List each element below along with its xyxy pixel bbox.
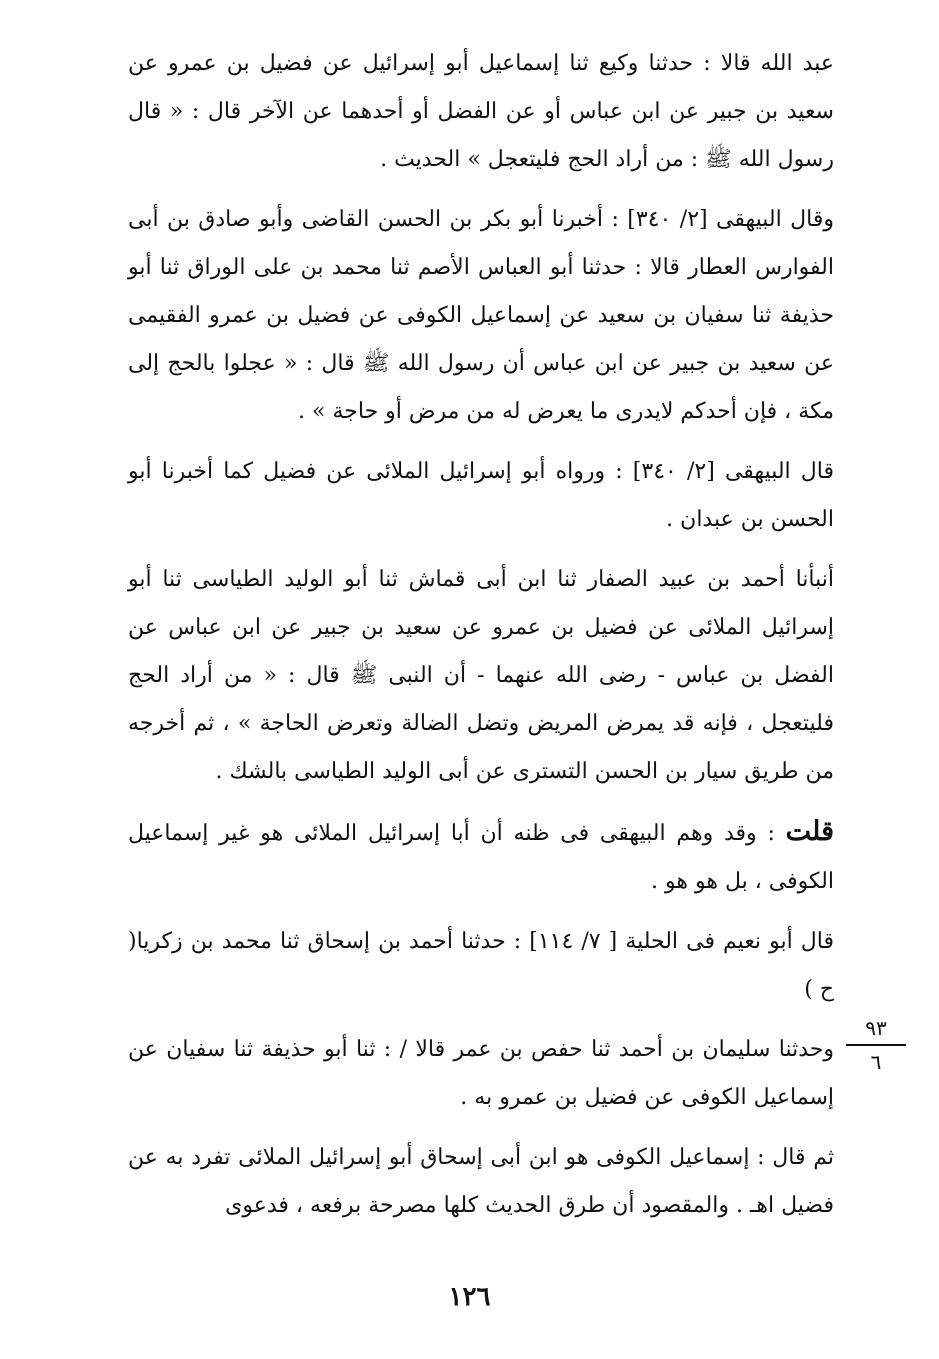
paragraph-6 — [128, 918, 834, 1014]
paragraph-5 — [128, 808, 834, 906]
page-number: ١٢٦ — [448, 1282, 491, 1312]
paragraph-text: : وقد وهم البيهقى فى ظنه أن أبا إسرائيل الملائى هو غير إسماعيل الكوفى ، بل هو هو . — [128, 821, 834, 894]
folio-divider — [846, 1044, 906, 1046]
paragraph-1 — [128, 40, 834, 184]
paragraph-text: قال أبو نعيم فى الحلية [ ٧/ ١١٤] : حدثنا أحمد بن إسحاق ثنا محمد بن زكريا( ح ) — [128, 929, 834, 1002]
folio-side: ٦ — [870, 1050, 882, 1074]
page-body — [128, 40, 834, 1236]
paragraph-text: ثم قال : إسماعيل الكوفى هو ابن أبى إسحاق أبو إسرائيل الملائى تفرد به عن فضيل اهـ . والمقصود أن طرق الحديث كلها مصرحة برفعه ، فدعوى — [128, 1145, 834, 1218]
paragraph-2 — [128, 196, 834, 436]
folio-number: ٩٣ — [865, 1016, 887, 1040]
paragraph-4 — [128, 556, 834, 796]
paragraph-text: عبد الله قالا : حدثنا وكيع ثنا إسماعيل أبو إسرائيل عن فضيل بن عمرو عن سعيد بن جبير عن ابن عباس أو عن الفضل أو أحدهما عن الآخر قال : « قال رسول الله ﷺ : من أراد الحج فليتعجل » الحديث . — [128, 51, 834, 172]
paragraph-lead-word: قلت — [785, 816, 834, 847]
paragraph-text: وقال البيهقى [٢/ ٣٤٠] : أخبرنا أبو بكر بن الحسن القاضى وأبو صادق بن أبى الفوارس العطار قالا : حدثنا أبو العباس الأصم ثنا محمد بن على الوراق ثنا أبو حذيفة ثنا سفيان بن سعيد عن إسماعيل الكوفى عن فضيل بن عمرو الفقيمى عن سعيد بن جبير عن ابن عباس أن رسول الله ﷺ قال : « عجلوا بالحج إلى مكة ، فإن أحدكم لايدرى ما يعرض له من مرض أو حاجة » . — [128, 207, 834, 424]
manuscript-folio-note — [846, 1014, 906, 1076]
paragraph-3 — [128, 448, 834, 544]
paragraph-text: وحدثنا سليمان بن أحمد ثنا حفص بن عمر قالا / : ثنا أبو حذيفة ثنا سفيان عن إسماعيل الكوفى عن فضيل بن عمرو به . — [128, 1037, 834, 1110]
paragraph-7 — [128, 1026, 834, 1122]
paragraph-text: قال البيهقى [٢/ ٣٤٠] : ورواه أبو إسرائيل الملائى عن فضيل كما أخبرنا أبو الحسن بن عبدان . — [128, 459, 834, 532]
paragraph-8 — [128, 1134, 834, 1230]
paragraph-text: أنبأنا أحمد بن عبيد الصفار ثنا ابن أبى قماش ثنا أبو الوليد الطياسى ثنا أبو إسرائيل الملائى عن فضيل بن عمرو عن سعيد بن جبير عن ابن عباس عن الفضل بن عباس - رضى الله عنهما - أن النبى ﷺ قال : « من أراد الحج فليتعجل ، فإنه قد يمرض المريض وتضل الضالة وتعرض الحاجة » ، ثم أخرجه من طريق سيار بن الحسن التسترى عن أبى الوليد الطياسى بالشك . — [128, 567, 834, 784]
